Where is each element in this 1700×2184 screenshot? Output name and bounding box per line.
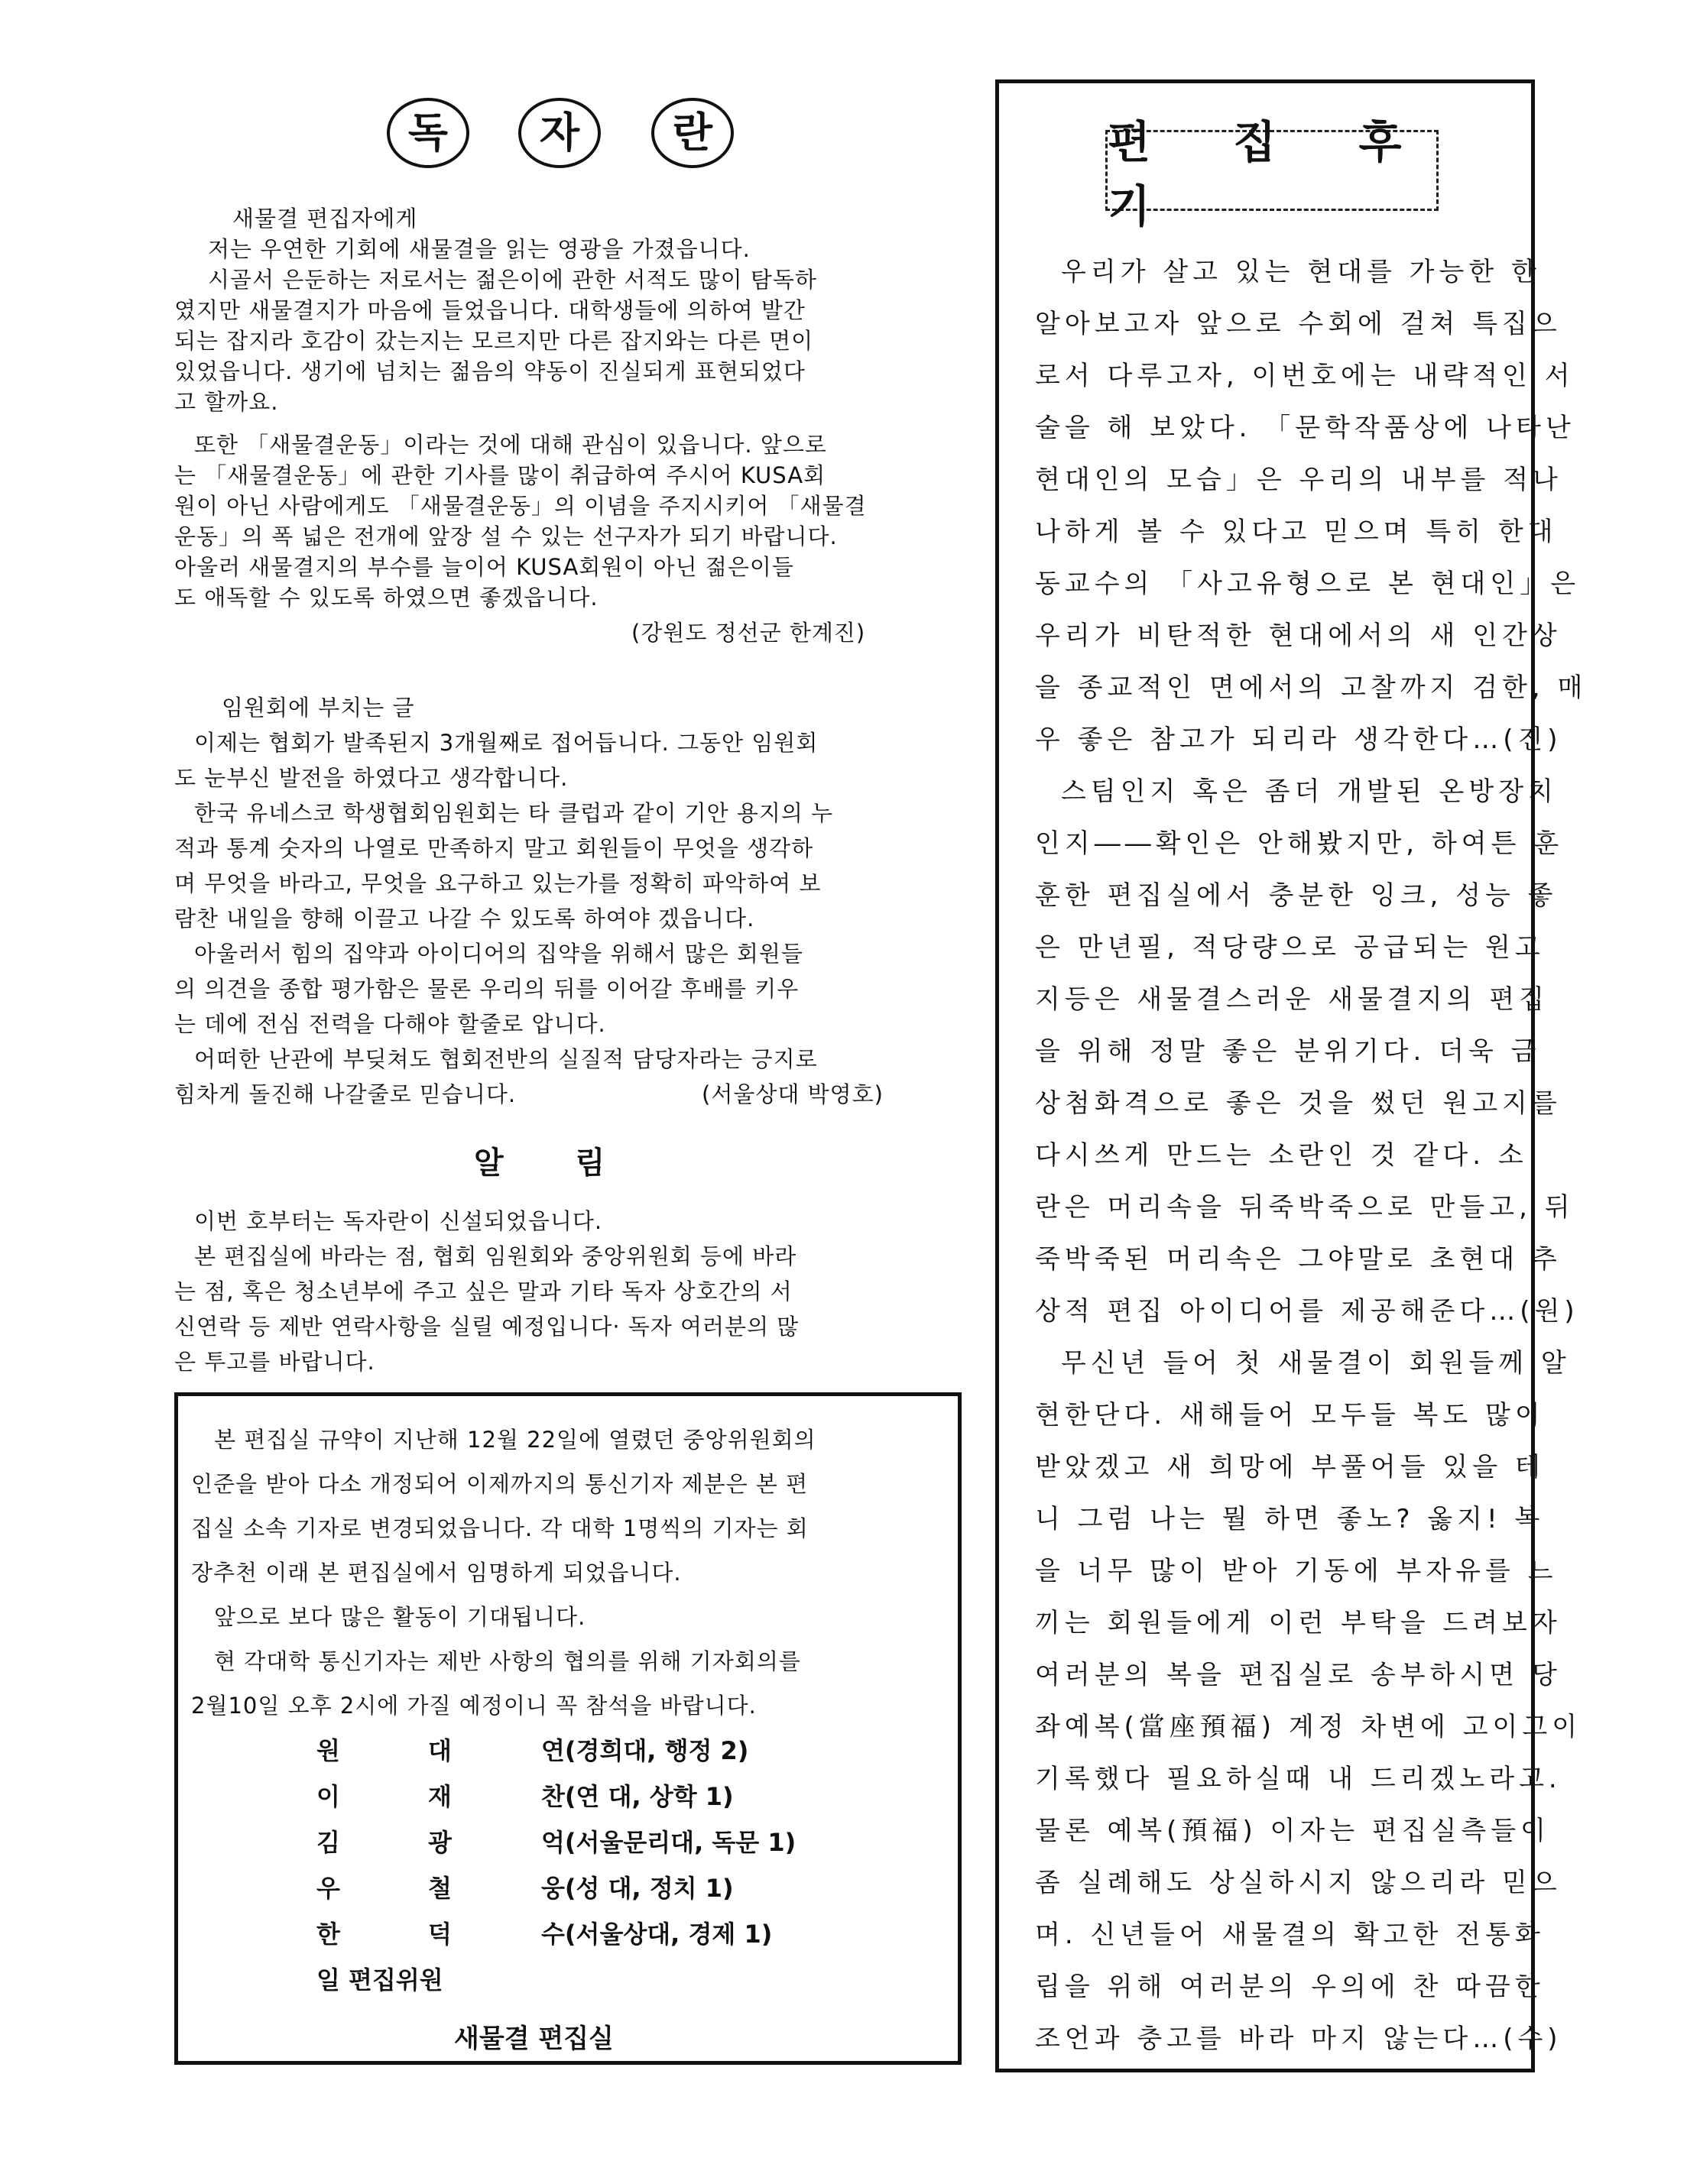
note-line: 나하게 볼 수 있다고 믿으며 특히 한대 [1035, 517, 1558, 547]
letter-line: 적과 통계 숫자의 나열로 만족하지 말고 회원들이 무엇을 생각하 [174, 835, 814, 861]
letter-line: 되는 잡지라 호감이 갔는지는 모르지만 다른 잡지와는 다른 면이 [174, 328, 814, 354]
member-c3: 수(서울상대, 경제 1) [541, 1920, 773, 1949]
member-c3: 연(경희대, 행정 2) [541, 1736, 749, 1765]
note-line: 다시쓰게 만드는 소란인 것 같다. 소 [1035, 1140, 1528, 1171]
letter-heading: 새물결 편집자에게 [232, 206, 418, 232]
member-c2: 철 [428, 1874, 452, 1903]
letter-line: 고 할까요. [174, 389, 279, 415]
letter-line: 한국 유네스코 학생협회임원회는 타 클럽과 같이 기안 용지의 누 [194, 800, 834, 826]
letter-line: 어떠한 난관에 부딪쳐도 협회전반의 실질적 담당자라는 긍지로 [194, 1046, 818, 1072]
note-line: 상첨화격으로 좋은 것을 썼던 원고지를 [1035, 1088, 1562, 1119]
box-line: 2월10일 오후 2시에 가질 예정이니 꼭 참석을 바랍니다. [191, 1693, 757, 1719]
letter-line: 의 의견을 종합 평가함은 물론 우리의 뒤를 이어갈 후배를 키우 [174, 976, 800, 1002]
note-line: 상적 편집 아이디어를 제공해준다…(원) [1035, 1296, 1579, 1327]
letter-line: 이제는 협회가 발족된지 3개월째로 접어듭니다. 그동안 임원회 [194, 730, 819, 756]
note-line: 며. 신년들어 새물결의 확고한 전통화 [1035, 1920, 1545, 1950]
member-c1: 한 [316, 1920, 340, 1949]
note-line: 물론 예복(預福) 이자는 편집실측들이 [1035, 1816, 1550, 1846]
box-line: 본 편집실 규약이 지난해 12월 22일에 열렸던 중앙위원회의 [214, 1427, 816, 1453]
member-c1: 김 [316, 1828, 340, 1857]
note-line: 현한단다. 새해들어 모두들 복도 많이 [1035, 1400, 1545, 1431]
note-line: 우 좋은 참고가 되리라 생각한다…(진) [1035, 724, 1562, 755]
editor-note-title-box [1105, 116, 1439, 232]
note-line: 알아보고자 앞으로 수회에 걸쳐 특집으 [1035, 309, 1562, 339]
box-footer: 새물결 편집실 [454, 2024, 614, 2054]
member-c1: 우 [316, 1874, 340, 1903]
member-c3: 찬(연 대, 상학 1) [541, 1782, 734, 1811]
note-line: 끼는 회원들에게 이런 부탁을 드려보자 [1035, 1608, 1562, 1638]
letter-line: 또한 「새물결운동」이라는 것에 대해 관심이 있읍니다. 앞으로 [194, 432, 827, 458]
letter-line: 도 눈부신 발전을 하였다고 생각합니다. [174, 765, 569, 791]
note-line: 인지――확인은 안해봤지만, 하여튼 훈 [1035, 828, 1564, 859]
title-char-2: 자 [518, 98, 601, 168]
letter-line: 운동」의 폭 넓은 전개에 앞장 설 수 있는 선구자가 되기 바랍니다. [174, 523, 838, 549]
note-line: 기록했다 필요하실때 내 드리겠노라고. [1035, 1764, 1562, 1794]
notice-line: 는 점, 혹은 청소년부에 주고 싶은 말과 기타 독자 상호간의 서 [174, 1278, 793, 1304]
title-char-1: 독 [387, 98, 469, 168]
note-line: 을 너무 많이 받아 기동에 부자유를 느 [1035, 1556, 1558, 1586]
committee-label: 일 편집위원 [316, 1965, 443, 1994]
letter-line: 며 무엇을 바라고, 무엇을 요구하고 있는가를 정확히 파악하여 보 [174, 870, 822, 896]
notice-line: 신연락 등 제반 연락사항을 실릴 예정입니다· 독자 여러분의 많 [174, 1314, 800, 1340]
letter-line: 저는 우연한 기회에 새물결을 읽는 영광을 가졌읍니다. [208, 236, 751, 262]
letter-signature: (서울상대 박영호) [702, 1081, 884, 1107]
letter-line: 있었읍니다. 생기에 넘치는 젊음의 약동이 진실되게 표현되었다 [174, 358, 806, 384]
note-line: 훈한 편집실에서 충분한 잉크, 성능 좋 [1035, 880, 1558, 911]
note-line: 우리가 살고 있는 현대를 가능한 한 [1061, 257, 1541, 287]
notice-line: 본 편집실에 바라는 점, 협회 임원회와 중앙위원회 등에 바라 [194, 1243, 797, 1269]
note-line: 조언과 충고를 바라 마지 않는다…(수) [1035, 2024, 1562, 2054]
member-c3: 웅(성 대, 정치 1) [541, 1874, 734, 1903]
note-line: 현대인의 모습」은 우리의 내부를 적나 [1035, 465, 1562, 495]
box-line: 집실 소속 기자로 변경되었읍니다. 각 대학 1명씩의 기자는 회 [191, 1515, 809, 1541]
member-c2: 광 [428, 1828, 452, 1857]
letter-heading: 임원회에 부치는 글 [222, 695, 415, 721]
notice-line: 은 투고를 바랍니다. [174, 1349, 375, 1375]
note-line: 우리가 비탄적한 현대에서의 새 인간상 [1035, 621, 1562, 651]
member-c2: 덕 [428, 1920, 452, 1949]
member-c2: 대 [428, 1736, 452, 1765]
box-line: 장추천 이래 본 편집실에서 임명하게 되었읍니다. [191, 1560, 682, 1586]
box-line: 앞으로 보다 많은 활동이 기대됩니다. [214, 1604, 586, 1630]
notice-line: 이번 호부터는 독자란이 신설되었읍니다. [194, 1208, 603, 1234]
member-c1: 원 [316, 1736, 340, 1765]
note-line: 무신년 들어 첫 새물결이 회원들께 알 [1061, 1348, 1571, 1379]
letter-line: 도 애독할 수 있도록 하였으면 좋겠읍니다. [174, 585, 599, 611]
letter-line: 아울러서 힘의 집약과 아이디어의 집약을 위해서 많은 회원들 [194, 941, 803, 967]
title-char-3: 란 [651, 98, 734, 168]
note-line: 은 만년필, 적당량으로 공급되는 원고 [1035, 932, 1545, 963]
member-c3: 억(서울문리대, 독문 1) [541, 1828, 796, 1857]
note-line: 을 종교적인 면에서의 고찰까지 검한, 매 [1035, 672, 1588, 703]
box-line: 인준을 받아 다소 개정되어 이제까지의 통신기자 제분은 본 편 [191, 1471, 809, 1497]
letter-line: 시골서 은둔하는 저로서는 젊은이에 관한 서적도 많이 탐독하 [208, 267, 817, 293]
letter-line: 힘차게 돌진해 나갈줄로 믿습니다. [174, 1081, 517, 1107]
note-line: 동교수의 「사고유형으로 본 현대인」은 [1035, 569, 1581, 599]
letter-line: 원이 아닌 사람에게도 「새물결운동」의 이념을 주지시키어 「새물결 [174, 493, 867, 519]
letter-line: 아울러 새물결지의 부수를 늘이어 KUSA회원이 아닌 젊은이들 [174, 554, 794, 580]
note-line: 을 위해 정말 좋은 분위기다. 더욱 금 [1035, 1036, 1541, 1067]
note-line: 란은 머리속을 뒤죽박죽으로 만들고, 뒤 [1035, 1192, 1575, 1223]
note-line: 스팀인지 혹은 좀더 개발된 온방장치 [1061, 776, 1558, 807]
note-line: 받았겠고 새 희망에 부풀어들 있을 테 [1035, 1452, 1545, 1482]
letter-line: 는 데에 전심 전력을 다해야 할줄로 압니다. [174, 1011, 606, 1037]
notice-title: 알 림 [474, 1145, 605, 1181]
letter-line: 람찬 내일을 향해 이끌고 나갈 수 있도록 하여야 겠읍니다. [174, 906, 755, 932]
note-line: 립을 위해 여러분의 우의에 찬 따끔한 [1035, 1972, 1545, 2002]
note-line: 술을 해 보았다. 「문학작품상에 나타난 [1035, 413, 1575, 443]
member-c1: 이 [316, 1782, 340, 1811]
letter-signature: (강원도 정선군 한계진) [631, 620, 866, 646]
box-line: 현 각대학 통신기자는 제반 사항의 협의를 위해 기자회의를 [214, 1648, 801, 1674]
note-line: 좀 실례해도 상실하시지 않으리라 믿으 [1035, 1868, 1562, 1898]
note-line: 좌예복(當座預福) 계정 차변에 고이고이 [1035, 1712, 1582, 1742]
letter-line: 였지만 새물결지가 마음에 들었읍니다. 대학생들에 의하여 발간 [174, 297, 806, 323]
editor-note-title: 편 집 후 기 [1108, 116, 1436, 232]
note-line: 죽박죽된 머리속은 그야말로 초현대 추 [1035, 1244, 1562, 1275]
note-line: 로서 다루고자, 이번호에는 내략적인 서 [1035, 361, 1575, 391]
note-line: 지등은 새물결스러운 새물결지의 편집 [1035, 984, 1549, 1015]
note-line: 여러분의 복을 편집실로 송부하시면 당 [1035, 1660, 1562, 1690]
letter-line: 는 「새물결운동」에 관한 기사를 많이 취급하여 주시어 KUSA회 [174, 462, 826, 488]
member-c2: 재 [428, 1782, 452, 1811]
note-line: 니 그럼 나는 뭘 하면 좋노? 옳지! 복 [1035, 1504, 1545, 1534]
